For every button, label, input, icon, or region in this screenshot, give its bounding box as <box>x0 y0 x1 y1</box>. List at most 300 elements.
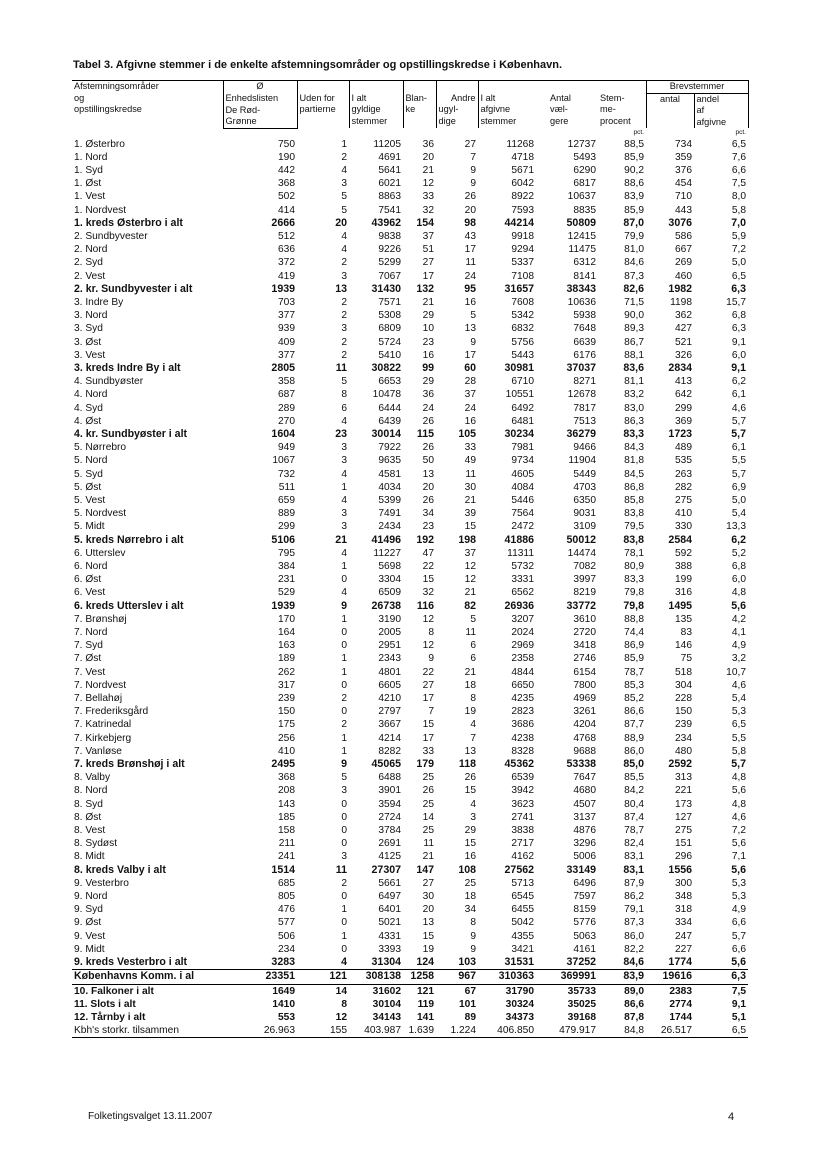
cell-value: 6401 <box>378 904 401 916</box>
cell-value: 10,7 <box>726 666 746 678</box>
cell-value: 5,6 <box>731 599 746 612</box>
cell-value: 14474 <box>567 547 596 559</box>
cell-value: 2495 <box>271 758 295 771</box>
afgivne-header <box>478 81 536 129</box>
cell-value: 3393 <box>378 943 401 955</box>
cell-value: 6,6 <box>731 917 746 929</box>
cell-value: 889 <box>278 508 295 520</box>
cell-value: 4801 <box>378 666 401 678</box>
cell-value: 90,0 <box>624 310 644 322</box>
area-label-line: opstillingskredse <box>74 104 142 114</box>
cell-value: 86,9 <box>624 640 644 652</box>
cell-value: 85,3 <box>624 679 644 691</box>
cell-value: 5641 <box>378 164 401 176</box>
cell-value: 12 <box>422 178 434 190</box>
cell-value: 34373 <box>505 1011 534 1023</box>
cell-value: 32 <box>422 587 434 599</box>
area-name: 5. Nord <box>74 455 108 467</box>
table-row <box>72 811 748 824</box>
cell-value: 480 <box>675 745 692 757</box>
subtotal-row <box>72 362 748 375</box>
cell-value: 5661 <box>378 877 401 889</box>
area-name: 9. Nord <box>74 891 108 903</box>
cell-value: 27 <box>464 138 476 150</box>
cell-value: 2005 <box>378 627 401 639</box>
cell-value: 31531 <box>504 956 534 969</box>
cell-value: 7593 <box>511 204 534 216</box>
cell-value: 87,9 <box>624 877 644 889</box>
table-row <box>72 798 748 811</box>
cell-value: 37 <box>422 230 434 242</box>
cell-value: 87,3 <box>624 917 644 929</box>
cell-value: 5,3 <box>731 891 746 903</box>
cell-value: 198 <box>458 533 476 546</box>
cell-value: 7,0 <box>731 216 746 229</box>
table-row <box>72 850 748 863</box>
table-row <box>72 877 748 890</box>
cell-value: 20 <box>422 904 434 916</box>
cell-value: 84,2 <box>624 785 644 797</box>
table-row <box>72 309 748 322</box>
cell-value: 14 <box>335 985 347 997</box>
cell-value: 2666 <box>271 216 295 229</box>
brev-andel-header <box>694 93 748 128</box>
table-row <box>72 732 748 745</box>
cell-value: 12 <box>464 574 476 586</box>
cell-value: 5443 <box>511 349 534 361</box>
cell-value: 7817 <box>573 402 596 414</box>
cell-value: 0 <box>341 838 347 850</box>
cell-value: 9 <box>470 178 476 190</box>
area-name: 3. Nord <box>74 310 108 322</box>
cell-value: 10478 <box>372 389 401 401</box>
cell-value: 150 <box>278 706 295 718</box>
cell-value: 85,9 <box>624 151 644 163</box>
area-name: Kbh's storkr. tilsammen <box>72 1024 223 1038</box>
cell-value: 158 <box>278 825 295 837</box>
cell-value: 6639 <box>573 336 596 348</box>
cell-value: 84,8 <box>598 1024 646 1038</box>
uden-header <box>297 81 349 129</box>
vaelgere-line: væl- <box>550 104 568 114</box>
cell-value: 5337 <box>511 257 534 269</box>
table-row <box>72 666 748 679</box>
area-name: 8. Vest <box>74 825 106 837</box>
cell-value: 11 <box>465 257 476 269</box>
cell-value: 732 <box>278 468 295 480</box>
cell-value: 37252 <box>566 956 596 969</box>
cell-value: 86,7 <box>624 336 644 348</box>
cell-value: 9838 <box>378 230 401 242</box>
cell-value: 50012 <box>566 533 596 546</box>
cell-value: 4 <box>470 719 476 731</box>
cell-value: 7571 <box>378 296 401 308</box>
cell-value: 18 <box>464 891 476 903</box>
cell-value: 4 <box>341 956 347 969</box>
cell-value: 86,3 <box>624 415 644 427</box>
cell-value: 74,4 <box>624 627 644 639</box>
cell-value: 2717 <box>511 838 534 850</box>
cell-value: 1258 <box>403 970 436 984</box>
cell-value: 2 <box>341 877 347 889</box>
cell-value: 17 <box>464 244 476 256</box>
cell-value: 3 <box>341 270 347 282</box>
table-row <box>72 718 748 731</box>
cell-value: 369991 <box>536 970 598 984</box>
cell-value: 4,8 <box>731 587 746 599</box>
cell-value: 476 <box>278 904 295 916</box>
cell-value: 31602 <box>372 985 401 997</box>
cell-value: 358 <box>278 376 295 388</box>
area-name: 4. kr. Sundbyøster i alt <box>74 427 188 440</box>
cell-value: 299 <box>278 521 295 533</box>
subtotal-row <box>72 600 748 613</box>
area-name: 7. Nordvest <box>74 679 127 691</box>
cell-value: 8922 <box>511 191 534 203</box>
area-label-line: Afstemningsområder <box>74 81 159 91</box>
cell-value: 51 <box>422 244 434 256</box>
cell-value: 5021 <box>378 917 401 929</box>
cell-value: 6492 <box>511 402 534 414</box>
cell-value: 189 <box>278 653 295 665</box>
cell-value: 7108 <box>511 270 534 282</box>
cell-value: 2472 <box>511 521 534 533</box>
cell-value: 79,5 <box>624 521 644 533</box>
cell-value: 275 <box>675 825 692 837</box>
cell-value: 16 <box>464 296 476 308</box>
cell-value: 239 <box>675 719 692 731</box>
cell-value: 0 <box>341 627 347 639</box>
cell-value: 7 <box>470 732 476 744</box>
cell-value: 6154 <box>573 666 596 678</box>
cell-value: 7800 <box>573 679 596 691</box>
cell-value: 5449 <box>573 468 596 480</box>
cell-value: 15 <box>422 574 434 586</box>
cell-value: 25 <box>422 798 434 810</box>
cell-value: 27 <box>422 877 434 889</box>
cell-value: 5,6 <box>731 863 746 876</box>
cell-value: 83,8 <box>623 533 644 546</box>
cell-value: 6496 <box>573 877 596 889</box>
cell-value: 372 <box>278 257 295 269</box>
cell-value: 5938 <box>573 310 596 322</box>
cell-value: 460 <box>675 270 692 282</box>
cell-value: 5,7 <box>731 427 746 440</box>
area-name: 1. Øst <box>74 178 102 190</box>
cell-value: 2358 <box>511 653 534 665</box>
cell-value: 6439 <box>378 415 401 427</box>
cell-value: 4125 <box>378 851 401 863</box>
cell-value: 275 <box>675 494 692 506</box>
cell-value: 12 <box>422 613 434 625</box>
cell-value: 15,7 <box>726 296 746 308</box>
area-name: 9. Syd <box>74 904 103 916</box>
cell-value: 80,4 <box>624 798 644 810</box>
cell-value: 82,6 <box>623 282 644 295</box>
cell-value: 6653 <box>378 376 401 388</box>
area-name: 2. kr. Sundbyvester i alt <box>74 282 193 295</box>
cell-value: 5,8 <box>731 745 746 757</box>
cell-value: 11268 <box>506 138 534 150</box>
cell-value: 24 <box>422 402 434 414</box>
cell-value: 5698 <box>378 561 401 572</box>
cell-value: 5,9 <box>731 230 746 242</box>
cell-value: 2805 <box>271 361 295 374</box>
table-row <box>72 441 748 454</box>
cell-value: 30324 <box>505 998 534 1010</box>
cell-value: 710 <box>675 191 692 203</box>
cell-value: 3421 <box>511 943 534 955</box>
cell-value: 2797 <box>378 706 401 718</box>
cell-value: 26 <box>422 442 434 454</box>
cell-value: 221 <box>675 785 692 797</box>
cell-value: 21 <box>464 666 476 678</box>
cell-value: 8282 <box>378 745 401 757</box>
cell-value: 22 <box>422 666 434 678</box>
cell-value: 83,6 <box>623 361 644 374</box>
cell-value: 31657 <box>504 282 534 295</box>
cell-value: 6545 <box>511 891 534 903</box>
brevstemmer-header: Brevstemmer <box>646 81 748 94</box>
cell-value: 5,6 <box>731 838 746 850</box>
cell-value: 7491 <box>378 508 401 520</box>
cell-value: 7 <box>470 151 476 163</box>
area-name: 5. Vest <box>74 494 106 506</box>
cell-value: 734 <box>675 138 692 150</box>
afgivne-line: I alt <box>480 92 496 103</box>
cell-value: 362 <box>675 310 692 322</box>
table-row <box>72 375 748 388</box>
cell-value: 19 <box>464 706 476 718</box>
cell-value: 85,2 <box>624 693 644 705</box>
area-name: 3. Syd <box>74 323 103 335</box>
cell-value: 1939 <box>271 599 295 612</box>
cell-value: 7647 <box>573 772 596 784</box>
cell-value: 3784 <box>378 825 401 837</box>
cell-value: 6455 <box>511 904 534 916</box>
cell-value: 78,1 <box>624 547 644 559</box>
cell-value: 79,1 <box>624 904 644 916</box>
table-row <box>72 745 748 758</box>
cell-value: 15 <box>422 930 434 942</box>
area-name: 5. kreds Nørrebro i alt <box>74 533 184 546</box>
cell-value: 6,1 <box>731 442 746 454</box>
table-row <box>72 705 748 718</box>
cell-value: 0 <box>341 798 347 810</box>
cell-value: 13,3 <box>726 521 746 533</box>
cell-value: 16 <box>422 349 434 361</box>
area-name: 8. Øst <box>74 811 102 823</box>
cell-value: 4876 <box>573 825 596 837</box>
brev-andel-line: af <box>696 105 705 115</box>
cell-value: 9 <box>470 164 476 176</box>
cell-value: 2 <box>341 349 347 361</box>
cell-value: 78,7 <box>624 825 644 837</box>
cell-value: 227 <box>675 943 692 955</box>
table-row <box>72 151 748 164</box>
area-name: 8. Valby <box>74 772 111 784</box>
cell-value: 326 <box>675 349 692 361</box>
cell-value: 84,6 <box>623 956 644 969</box>
cell-value: 3207 <box>511 613 534 625</box>
cell-value: 119 <box>417 998 434 1010</box>
area-name: 3. kreds Indre By i alt <box>74 361 181 374</box>
cell-value: 8 <box>341 998 347 1010</box>
table-row <box>72 560 748 573</box>
cell-value: 6488 <box>378 772 401 784</box>
cell-value: 687 <box>278 389 295 401</box>
cell-value: 4235 <box>511 693 534 705</box>
cell-value: 9635 <box>378 455 401 467</box>
table-row <box>72 586 748 599</box>
cell-value: 33149 <box>566 863 596 876</box>
cell-value: 3 <box>341 442 347 454</box>
cell-value: 4,2 <box>731 613 746 625</box>
cell-value: 132 <box>416 282 434 295</box>
cell-value: 1 <box>341 653 347 665</box>
cell-value: 4507 <box>573 798 596 810</box>
procent-line: procent <box>600 115 631 126</box>
cell-value: 2823 <box>511 706 534 718</box>
cell-value: 4703 <box>573 481 596 493</box>
table-row <box>72 547 748 560</box>
cell-value: 8328 <box>511 745 534 757</box>
cell-value: 4210 <box>378 693 401 705</box>
cell-value: 3331 <box>511 574 534 586</box>
cell-value: 39 <box>464 508 476 520</box>
brev-andel-line: afgivne <box>696 116 727 127</box>
cell-value: 4605 <box>511 468 534 480</box>
cell-value: 5 <box>341 191 347 203</box>
cell-value: 85,5 <box>624 772 644 784</box>
cell-value: 586 <box>675 230 692 242</box>
cell-value: 8 <box>341 389 347 401</box>
cell-value: 384 <box>278 561 295 572</box>
cell-value: 3283 <box>271 956 295 969</box>
cell-value: 11 <box>423 838 434 850</box>
cell-value: 4034 <box>378 481 401 493</box>
cell-value: 135 <box>675 613 692 625</box>
andre-line: dige <box>438 115 456 126</box>
area-name: 9. Øst <box>74 917 102 929</box>
table-row <box>72 468 748 481</box>
uden-line: partierne <box>299 104 336 114</box>
cell-value: 967 <box>436 970 478 984</box>
cell-value: 4 <box>341 415 347 427</box>
cell-value: 4768 <box>573 732 596 744</box>
cell-value: 414 <box>278 204 295 216</box>
afgivne-line: stemmer <box>480 115 517 126</box>
area-name: 3. Indre By <box>74 296 124 308</box>
summary-row <box>72 1011 748 1024</box>
cell-value: 3667 <box>378 719 401 731</box>
cell-value: 7,6 <box>731 151 746 163</box>
cell-value: 82,4 <box>624 838 644 850</box>
cell-value: 27 <box>422 679 434 691</box>
cell-value: 0 <box>341 917 347 929</box>
table-row <box>72 494 748 507</box>
cell-value: 12737 <box>567 138 596 150</box>
cell-value: 4 <box>341 244 347 256</box>
cell-value: 20 <box>422 481 434 493</box>
table-row <box>72 679 748 692</box>
cell-value: 3,2 <box>731 653 746 665</box>
cell-value: 83,1 <box>623 863 644 876</box>
cell-value: 7922 <box>378 442 401 454</box>
cell-value: 85,8 <box>624 494 644 506</box>
cell-value: 5493 <box>573 151 596 163</box>
table-row <box>72 626 748 639</box>
area-name: 7. Frederiksgård <box>74 706 149 718</box>
cell-value: 6 <box>470 640 476 652</box>
cell-value: 28 <box>464 376 476 388</box>
uden-line: Uden for <box>299 92 335 103</box>
cell-value: 87,3 <box>624 270 644 282</box>
cell-value: 3610 <box>573 613 596 625</box>
cell-value: 1.224 <box>436 1024 478 1038</box>
area-column-header <box>72 81 223 129</box>
cell-value: 1495 <box>668 599 692 612</box>
cell-value: 192 <box>416 533 434 546</box>
area-name: 4. Syd <box>74 402 103 414</box>
cell-value: 5 <box>341 772 347 784</box>
cell-value: 9294 <box>511 244 534 256</box>
cell-value: 247 <box>675 930 692 942</box>
cell-value: 87,8 <box>624 1011 644 1023</box>
area-name: 6. Nord <box>74 561 108 572</box>
cell-value: 5,6 <box>731 956 746 969</box>
cell-value: 90,2 <box>624 164 644 176</box>
cell-value: 4,8 <box>731 798 746 810</box>
cell-value: 19616 <box>646 970 694 984</box>
cell-value: 1744 <box>669 1011 692 1023</box>
cell-value: 1 <box>341 732 347 744</box>
cell-value: 6312 <box>573 257 596 269</box>
cell-value: 19 <box>422 943 434 955</box>
cell-value: 89,3 <box>624 323 644 335</box>
cell-value: 88,8 <box>624 613 644 625</box>
area-name: 9. Vesterbro <box>74 877 129 889</box>
cell-value: 0 <box>341 943 347 955</box>
cell-value: 11311 <box>507 547 534 559</box>
cell-value: 231 <box>278 574 295 586</box>
area-name: 5. Midt <box>74 521 105 533</box>
cell-value: 636 <box>278 244 295 256</box>
cell-value: 5,1 <box>731 1011 746 1023</box>
cell-value: 9 <box>470 943 476 955</box>
table-row <box>72 256 748 269</box>
table-row <box>72 349 748 362</box>
subtotal-row <box>72 758 748 771</box>
area-name: 8. Sydøst <box>74 838 118 850</box>
cell-value: 3 <box>341 521 347 533</box>
gyldige-header <box>349 81 403 129</box>
cell-value: 334 <box>675 917 692 929</box>
cell-value: 26 <box>422 415 434 427</box>
area-name: 6. kreds Utterslev i alt <box>74 599 184 612</box>
cell-value: 31430 <box>371 282 401 295</box>
cell-value: 2 <box>341 151 347 163</box>
area-name: 5. Nørrebro <box>74 442 127 454</box>
area-name: 7. Bellahøj <box>74 693 123 705</box>
cell-value: 9031 <box>573 508 596 520</box>
cell-value: 2592 <box>668 758 692 771</box>
cell-value: 38343 <box>566 282 596 295</box>
cell-value: 25 <box>422 825 434 837</box>
cell-value: 15 <box>464 521 476 533</box>
cell-value: 234 <box>675 732 692 744</box>
afgivne-line: afgivne <box>480 104 511 114</box>
